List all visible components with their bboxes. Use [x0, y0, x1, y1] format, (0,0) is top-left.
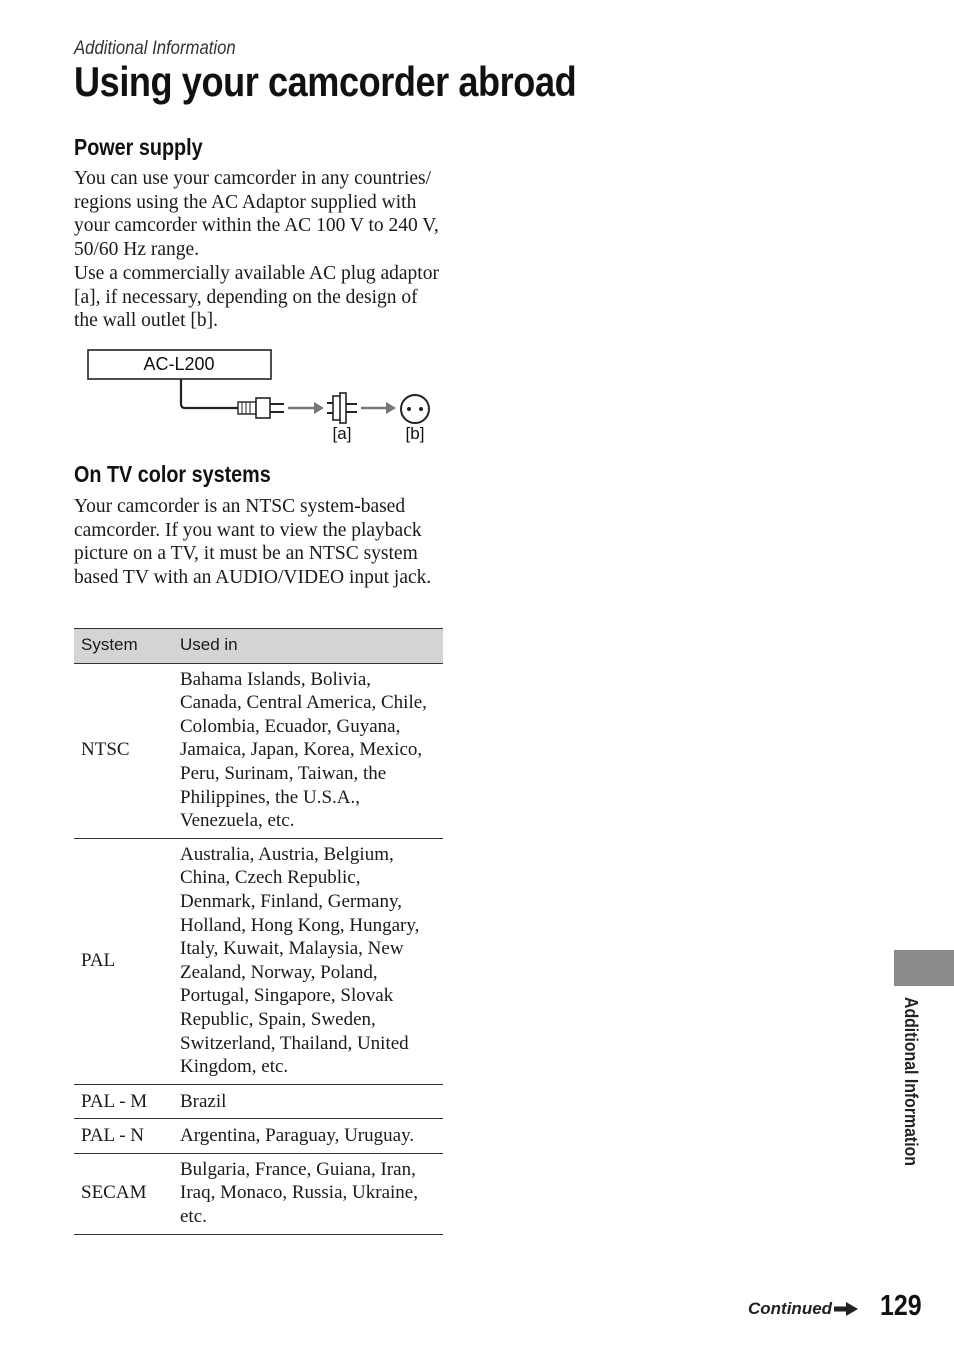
table-header-row	[74, 629, 443, 664]
wall-outlet-icon	[401, 395, 429, 423]
table-row	[74, 1084, 443, 1119]
adaptor-label: AC-L200	[143, 354, 215, 374]
label-a: [a]	[332, 424, 352, 443]
used-in-cell: Argentina, Paraguay, Uruguay.	[173, 1119, 443, 1154]
side-tab-label	[897, 997, 921, 1197]
side-tab-marker	[894, 950, 954, 986]
continued-label: Continued	[748, 1299, 833, 1318]
system-cell: PAL	[74, 838, 173, 1084]
used-in-cell: Brazil	[173, 1084, 443, 1119]
power-supply-paragraph-1: You can use your camcorder in any countries/ regions using the AC Adaptor supplied with your camcorder within the AC 100 V to 240 V, 50/60 Hz range.	[74, 168, 439, 260]
used-in-cell: Bahama Islands, Bolivia, Canada, Central America, Chile, Colombia, Ecuador, Guyana, Jamaica, Japan, Korea, Mexico, Peru, Surinam, Taiwan, the Philippines, the U.S.A., Venezuela, etc.	[173, 663, 443, 838]
used-in-cell: Australia, Austria, Belgium, China, Czech Republic, Denmark, Finland, Germany, Holland, Hong Kong, Hungary, Italy, Kuwait, Malaysia, New Zealand, Norway, Poland, Portugal, Singapore, Slovak Republic, Spain, Sweden, Switzerland, Thailand, United Kingdom, etc.	[173, 838, 443, 1084]
system-cell: NTSC	[74, 663, 173, 838]
plug-adaptor-icon	[327, 393, 357, 423]
system-cell: SECAM	[74, 1153, 173, 1234]
column-header-used-in: Used in	[173, 629, 443, 664]
used-in-cell: Bulgaria, France, Guiana, Iran, Iraq, Monaco, Russia, Ukraine, etc.	[173, 1153, 443, 1234]
table-row	[74, 1153, 443, 1234]
page-title: Using your camcorder abroad	[74, 58, 577, 105]
column-header-system: System	[74, 629, 173, 664]
power-supply-paragraph-2: Use a commercially available AC plug adaptor [a], if necessary, depending on the design of the wall outlet [b].	[74, 263, 439, 332]
ac-plug-icon	[238, 398, 284, 418]
ac-adaptor-diagram	[74, 346, 444, 450]
label-b: [b]	[405, 424, 425, 443]
power-supply-heading: Power supply	[74, 134, 203, 160]
page-number: 129	[880, 1290, 922, 1322]
tv-systems-heading: On TV color systems	[74, 461, 271, 487]
tv-systems-table	[74, 628, 443, 1235]
arrow-right-icon	[288, 402, 324, 414]
arrow-right-icon	[834, 1302, 858, 1316]
table-row	[74, 663, 443, 838]
table-row	[74, 838, 443, 1084]
tv-systems-paragraph: Your camcorder is an NTSC system-based camcorder. If you want to view the playback picture on a TV, it must be an NTSC system based TV with an AUDIO/VIDEO input jack.	[74, 496, 432, 588]
system-cell: PAL - M	[74, 1084, 173, 1119]
table-row	[74, 1119, 443, 1154]
continued-indicator	[748, 1299, 858, 1319]
section-label: Additional Information	[74, 38, 236, 59]
arrow-right-icon	[361, 402, 396, 414]
side-tab-label-text: Additional Information	[901, 997, 921, 1166]
system-cell: PAL - N	[74, 1119, 173, 1154]
adaptor-cord	[181, 379, 238, 408]
ac-adaptor-box	[88, 350, 271, 379]
